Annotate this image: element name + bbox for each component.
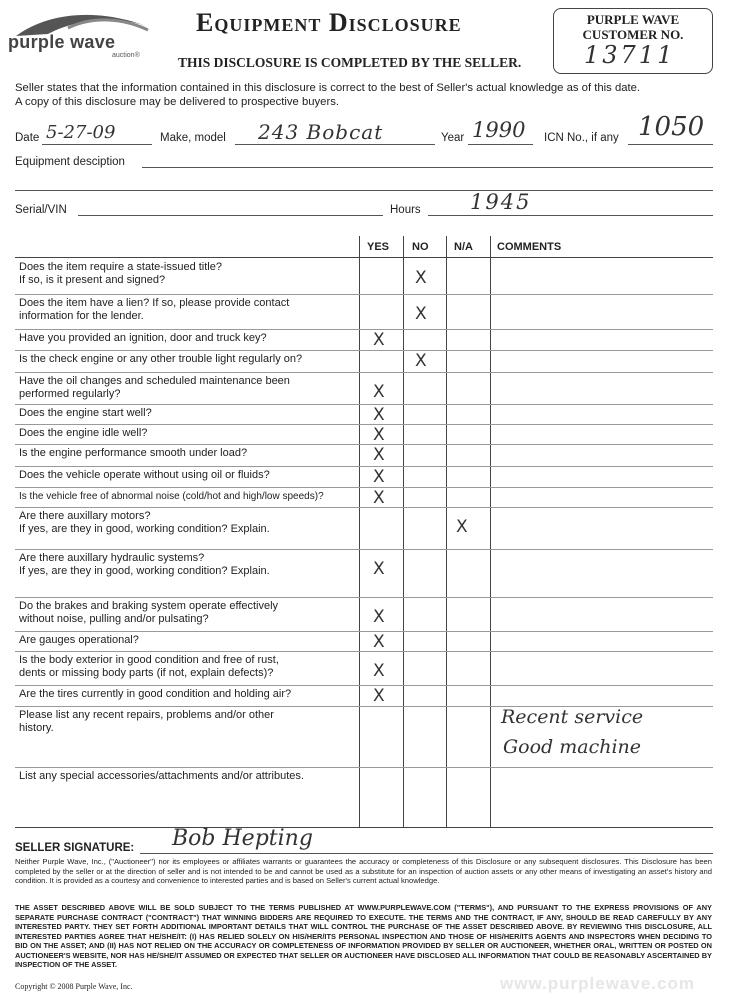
- header-comments: COMMENTS: [497, 241, 562, 253]
- intro-line-2: A copy of this disclosure may be delivered to prospective buyers.: [15, 96, 340, 108]
- question-text: Is the body exterior in good condition and free of rust,: [19, 654, 279, 666]
- question-text: Does the engine start well?: [19, 407, 152, 419]
- question-row: [15, 372, 713, 405]
- checkbox-mark-yes[interactable]: X: [373, 607, 385, 627]
- copyright-text: Copyright © 2008 Purple Wave, Inc.: [15, 982, 133, 991]
- signature-label: SELLER SIGNATURE:: [15, 842, 135, 854]
- question-row: [15, 294, 713, 330]
- description-label: Equipment desciption: [15, 156, 125, 168]
- question-text: Are there auxillary hydraulic systems?: [19, 552, 205, 564]
- comments-line-2[interactable]: Good machine: [503, 736, 642, 758]
- question-text: If so, is it present and signed?: [19, 274, 166, 286]
- question-text: Are the tires currently in good condition and holding air?: [19, 688, 292, 700]
- checkbox-mark-yes[interactable]: X: [373, 467, 385, 487]
- question-row: [15, 329, 713, 351]
- year-value[interactable]: 1990: [472, 118, 526, 142]
- checkbox-mark-yes[interactable]: X: [373, 559, 385, 579]
- question-text: Are gauges operational?: [19, 634, 139, 646]
- customer-number-value: 13711: [584, 41, 676, 69]
- checkbox-mark-na[interactable]: X: [456, 517, 468, 537]
- question-row: [15, 487, 713, 508]
- checkbox-mark-yes[interactable]: X: [373, 382, 385, 402]
- checkbox-mark-no[interactable]: X: [415, 351, 427, 371]
- checkbox-mark-yes[interactable]: X: [373, 425, 385, 445]
- question-row: [15, 466, 713, 488]
- make-model-value[interactable]: 243 Bobcat: [258, 120, 384, 144]
- disclosure-table: [15, 236, 713, 828]
- date-value[interactable]: 5-27-09: [46, 122, 116, 143]
- checkbox-mark-yes[interactable]: X: [373, 632, 385, 652]
- question-text: Are there auxillary motors?: [19, 510, 151, 522]
- question-row: [15, 631, 713, 652]
- page-title: Equipment Disclosure: [196, 8, 462, 37]
- question-row: [15, 549, 713, 598]
- checkbox-mark-yes[interactable]: X: [373, 661, 385, 681]
- question-row: [15, 767, 713, 828]
- header-yes: YES: [367, 241, 390, 253]
- question-text: Does the engine idle well?: [19, 427, 148, 439]
- checkbox-mark-no[interactable]: X: [415, 304, 427, 324]
- hours-label: Hours: [390, 204, 421, 216]
- brand-name: purple wave: [8, 32, 116, 52]
- terms-text: THE ASSET DESCRIBED ABOVE WILL BE SOLD SUBJECT TO THE TERMS PUBLISHED AT WWW.PURPLEWAVE.COM ("TERMS"), AND PURSUANT TO THE EXPRESS PROVISIONS OF ANY SEPARATE PURCHASE CONTRACT ("CONTRACT") THAT WINNING BIDDERS ARE REQUIRED TO EXECUTE. THE TERMS AND THE CONTRACT, IF ANY, SHOULD BE READ CAREFULLY BY ANY INTERESTED PARTY. THEY SET FORTH ADDITIONAL IMPORTANT DETAILS THAT WILL CONTROL THE PURCHASE OF THE ASSET DESCRIBED ABOVE. BY REVIEWING THIS DISCLOSURE, ALL INTERESTED PARTIES AGREE THAT HE/SHE/IT: (I) HAS RELIED SOLELY ON HIS/HER/ITS PERSONAL INSPECTION AND THOSE OF HIS/HER/ITS AGENTS AND INSPECTORS WHEN DECIDING TO BID ON THE ASSET; AND (II) HAS NOT RELIED ON THE ACCURACY OR COMPLETENESS OF INFORMATION PROVIDED BY SELLER OR AUCTIONEER, WHETHER ORAL, WRITTEN OR POSTED ON AUCTIONEER'S WEBSITE, NOR HAS HE/SHE/IT ASSUMED OR EXPECTED THAT SELLER OR AUCTIONEER HAVE DISCLOSED ALL INFORMATION THAT COULD BE REASONABLY ASCERTAINED BY INSPECTION OF THE ASSET.: [15, 903, 712, 969]
- question-row: [15, 685, 713, 707]
- question-text: Is the check engine or any other trouble light regularly on?: [19, 353, 303, 365]
- question-row: [15, 258, 713, 295]
- question-text: Have you provided an ignition, door and truck key?: [19, 332, 267, 344]
- year-label: Year: [441, 132, 465, 144]
- question-text: If yes, are they in good, working condition? Explain.: [19, 523, 270, 535]
- question-row: [15, 507, 713, 550]
- question-text: Have the oil changes and scheduled maintenance been: [19, 375, 290, 387]
- watermark-text: www.purplewave.com: [500, 974, 695, 993]
- question-row: [15, 651, 713, 686]
- icn-label: ICN No., if any: [544, 132, 619, 144]
- checkbox-mark-yes[interactable]: X: [373, 330, 385, 350]
- brand-logo: [8, 8, 158, 60]
- checkbox-mark-yes[interactable]: X: [373, 488, 385, 508]
- icn-value[interactable]: 1050: [638, 112, 705, 142]
- customer-number-box: [553, 8, 713, 74]
- date-label: Date: [15, 132, 40, 144]
- header-na: N/A: [454, 241, 473, 253]
- hours-value[interactable]: 1945: [470, 190, 532, 214]
- question-text: information for the lender.: [19, 310, 144, 322]
- comments-line-1[interactable]: Recent service: [501, 706, 644, 728]
- question-row: [15, 424, 713, 445]
- checkbox-mark-no[interactable]: X: [415, 268, 427, 288]
- question-text: without noise, pulling and/or pulsating?: [19, 613, 209, 625]
- question-text: history.: [19, 722, 54, 734]
- make-model-label: Make, model: [160, 132, 226, 144]
- question-text: performed regularly?: [19, 388, 121, 400]
- question-row: [15, 597, 713, 632]
- question-row: [15, 350, 713, 373]
- question-text: Please list any recent repairs, problems and/or other: [19, 709, 274, 721]
- question-text: Does the item require a state-issued title?: [19, 261, 222, 273]
- page-subtitle: THIS DISCLOSURE IS COMPLETED BY THE SELLER.: [178, 55, 522, 70]
- checkbox-mark-yes[interactable]: X: [373, 405, 385, 425]
- question-row: [15, 444, 713, 467]
- question-text: dents or missing body parts (if not, explain defects)?: [19, 667, 274, 679]
- serial-label: Serial/VIN: [15, 204, 67, 216]
- question-text: If yes, are they in good, working condition? Explain.: [19, 565, 270, 577]
- question-text: Is the engine performance smooth under load?: [19, 447, 248, 459]
- question-text: List any special accessories/attachments and/or attributes.: [19, 770, 304, 782]
- disclaimer-text: Neither Purple Wave, Inc., ("Auctioneer") nor its employees or affiliates warrants or guarantees the accuracy or completeness of this Disclosure or any subsequent disclosures. This Disclosure has been completed by the seller or at the direction of seller and is not intended to be and cannot be used as a substitute for an inspection of auction assets or any other means of investigating an asset's history and condition. It is provided as a courtesy and convenience to interested parties and is based on Seller's current actual knowledge.: [15, 857, 712, 885]
- intro-line-1: Seller states that the information contained in this disclosure is correct to the best of Seller's actual knowledge as of this date.: [15, 82, 641, 94]
- brand-sub: auction®: [112, 52, 140, 59]
- question-row: [15, 404, 713, 425]
- customer-box-label-2: CUSTOMER NO.: [582, 27, 684, 42]
- customer-box-label-1: PURPLE WAVE: [586, 12, 680, 27]
- question-text: Do the brakes and braking system operate effectively: [19, 600, 279, 612]
- question-text: Is the vehicle free of abnormal noise (cold/hot and high/low speeds)?: [19, 491, 324, 502]
- header-no: NO: [412, 241, 429, 253]
- question-text: Does the item have a lien? If so, please provide contact: [19, 297, 290, 309]
- question-text: Does the vehicle operate without using oil or fluids?: [19, 469, 270, 481]
- checkbox-mark-yes[interactable]: X: [373, 686, 385, 706]
- signature-value[interactable]: Bob Hepting: [172, 826, 313, 851]
- checkbox-mark-yes[interactable]: X: [373, 445, 385, 465]
